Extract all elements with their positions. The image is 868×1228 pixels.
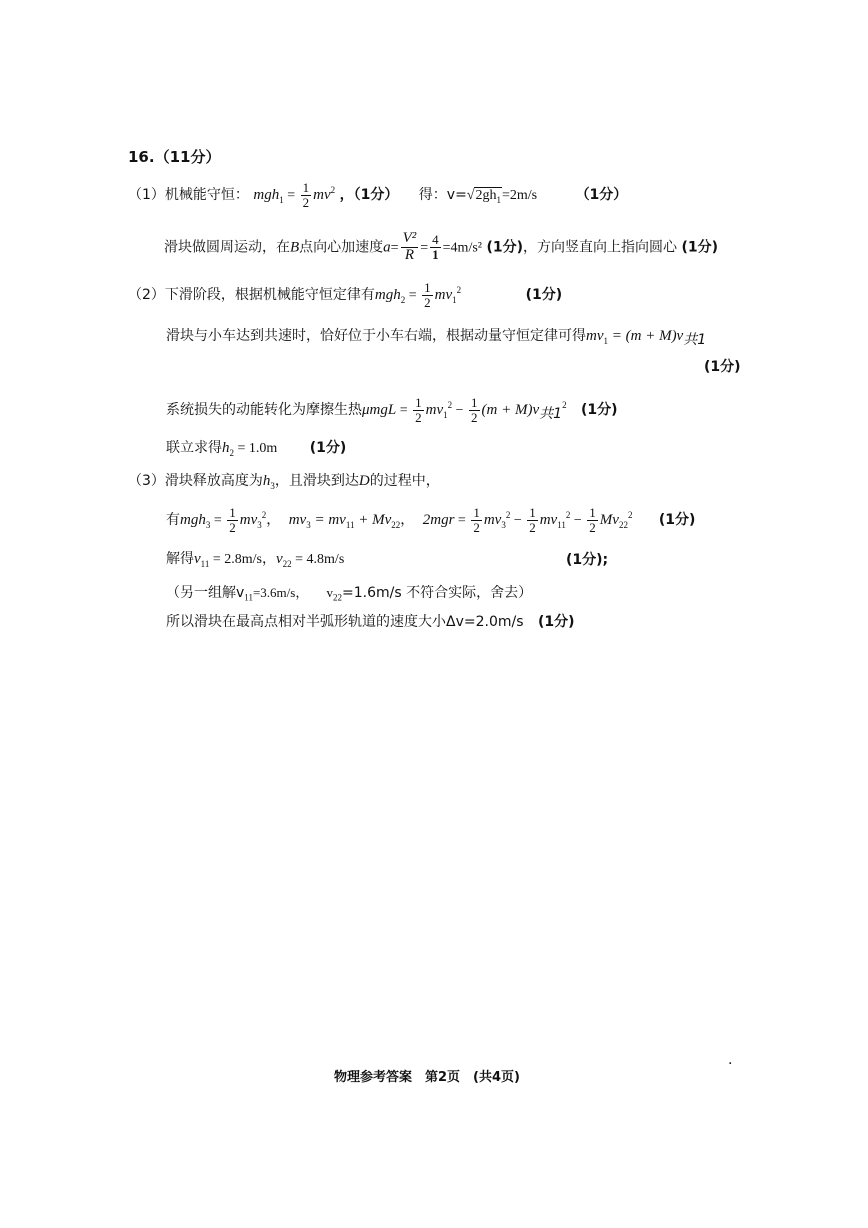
part2-energy-line: 系统损失的动能转化为摩擦生热μmgL = $\frac{1}{2}$ $mv_1^2$ − $\frac{1}{2}$ $(m + M)v_{共1}^2$ (1分) [166,395,618,425]
part2-energy-text: 系统损失的动能转化为摩擦生热 [166,402,362,419]
part1-direction: ，方向竖直向上指向圆心 [522,239,677,256]
part3-solve-line: 解得$v_{11} = 2.8m/s$，$v_{22} = 4.8m/s$ [166,551,345,569]
part2-energy-lhs: μmgL [362,402,397,419]
part2-energy-frac2: $\frac{1}{2}$ [471,395,478,425]
part2-momentum-text: 滑块与小车达到共速时，恰好位于小车右端，根据动量守恒定律可得 [166,328,586,344]
point-b-label: B [290,239,300,256]
accel-eq-sign: = [390,240,399,256]
point-d-label: D [358,473,370,489]
part1-frac-half: $\frac{1}{2}$ [302,180,310,210]
part2-score-a: (1分) [525,287,563,304]
part2-line1: （2）下滑阶段，根据机械能守恒定律有mgh$_2$ = $\frac{1}{2}$ $mv_1^2$ (1分) [128,280,563,310]
part1-get-label: 得：v= [418,187,467,204]
part3-line1: （3）滑块释放高度为$h_3$，且滑块到达D的过程中， [128,473,440,491]
part1-label: （1）机械能守恒： [128,187,249,204]
part1-eq-sign: = [283,188,299,204]
part3-equations-line: 有mgh$_3$ = $\frac{1}{2}$ $mv_3^2$， $mv_3 = mv_{11} + Mv_{22}$， 2mgr = $\frac{1}{2}$ $mv_3^2$ − $\frac{1}{2}$ $mv_{11}^2$ − $\frac{1}{2}$ $Mv_{22}^2$ (1分) [166,505,696,535]
part3-final-text: 所以滑块在最高点相对半弧形轨道的速度大小Δv=2.0m/s [166,614,524,630]
part2-eq-lhs: mgh$_2$ [374,287,406,306]
part2-eq-rhs: $mv_1^2$ [434,285,462,306]
part1-score-d: (1分) [681,239,718,256]
part1-score-a: ，（1分） [339,187,399,204]
part2-frac-half: $\frac{1}{2}$ [424,280,431,310]
part1-score-b: （1分） [575,187,628,204]
part2-score-d: (1分) [309,440,347,456]
accel-result: =4m/s² [442,240,482,256]
part2-momentum-eq: $mv_1 = (m + M)v_{共1}$ [586,328,707,348]
stray-dot: . [728,1052,733,1068]
part3-alt-line: （另一组解$v_{11}=3.6m/s$， $v_{22}=1.6m/s$ 不符合实际，舍去） [166,585,533,603]
frac-4-1: $\frac{4}{1}$ [432,232,439,262]
part2-score-c: (1分) [581,402,618,419]
part1-score-c: (1分) [486,239,523,256]
part3-score-a: (1分) [658,512,696,529]
part2-result-value: = 1.0m [234,441,278,456]
part1-line1 [128,181,627,209]
question-heading: 16.（11分） [128,148,221,166]
part1-line2-text2: 点向心加速度 [299,239,384,256]
frac-v2-r: $\frac{\text{V²}}{R}$ [402,230,417,263]
accel-symbol: a [383,239,391,256]
part2-energy-frac1: $\frac{1}{2}$ [415,395,422,425]
part1-eq-rhs: $mv^2$ [313,185,336,204]
part1-line2: 滑块做圆周运动，在B点向心加速度a= $\frac{\text{V²}}{R}$ = $\frac{4}{1}$ =4m/s² (1分)，方向竖直向上指向圆心 (1分) [164,230,718,263]
part3-score-c: (1分) [537,614,575,630]
part1-result: =2m/s [501,188,538,204]
part2-result-line: 联立求得$h_2 = 1.0m$ (1分) [166,440,347,458]
part3-score-b: (1分); [566,552,609,568]
part1-line2-text: 滑块做圆周运动，在 [164,239,290,256]
part3-final-line [166,614,575,632]
part2-momentum-line [166,327,706,346]
part2-result-text: 联立求得 [166,440,222,456]
part2-label: （2）下滑阶段，根据机械能守恒定律有 [128,287,375,304]
part1-sqrt: $√2gh_1$ [466,188,501,205]
part3-label: （3）滑块释放高度为 [128,473,263,489]
page-footer: 物理参考答案 第2页 (共4页) [334,1070,520,1085]
part1-eq-lhs: mgh$_1$ [253,187,284,206]
part2-score-b: (1分) [704,359,741,375]
